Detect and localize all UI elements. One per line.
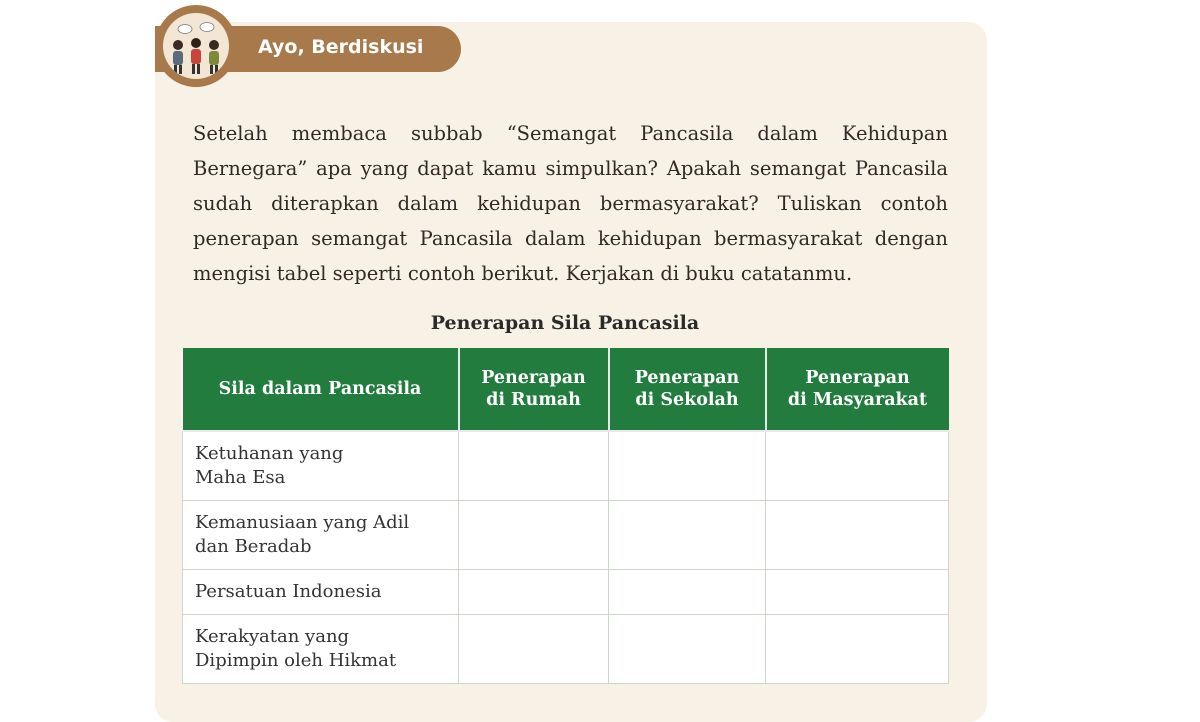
sekolah-cell xyxy=(609,431,766,501)
header-masyarakat: Penerapan di Masyarakat xyxy=(766,348,949,431)
header-rumah: Penerapan di Rumah xyxy=(459,348,609,431)
sila-cell: Kerakyatan yang Dipimpin oleh Hikmat xyxy=(183,615,459,684)
section-title: Ayo, Berdiskusi xyxy=(258,36,424,58)
masyarakat-cell xyxy=(766,570,949,615)
badge-circle xyxy=(155,5,237,87)
table-title: Penerapan Sila Pancasila xyxy=(430,312,700,334)
instruction-text: Setelah membaca subbab “Semangat Pancasila dalam Kehidupan Bernegara” apa yang dapat kamu simpulkan? Apakah semangat Pancasila sudah diterapkan dalam kehidupan bermasyarakat? Tuliskan contoh penerapan semangat Pancasila dalam kehidupan bermasyarakat dengan mengisi tabel seperti contoh berikut. Kerjakan di buku catatanmu. xyxy=(193,122,948,285)
rumah-cell xyxy=(459,501,609,570)
header-sekolah: Penerapan di Sekolah xyxy=(609,348,766,431)
discussion-people-icon xyxy=(163,13,229,79)
header-sila: Sila dalam Pancasila xyxy=(183,348,459,431)
sekolah-cell xyxy=(609,570,766,615)
table-row xyxy=(183,615,949,684)
masyarakat-cell xyxy=(766,431,949,501)
masyarakat-cell xyxy=(766,615,949,684)
table-row xyxy=(183,570,949,615)
table-row xyxy=(183,431,949,501)
sekolah-cell xyxy=(609,501,766,570)
table-row xyxy=(183,501,949,570)
pancasila-table xyxy=(182,348,949,684)
sila-cell: Ketuhanan yang Maha Esa xyxy=(183,431,459,501)
masyarakat-cell xyxy=(766,501,949,570)
sekolah-cell xyxy=(609,615,766,684)
rumah-cell xyxy=(459,615,609,684)
sila-cell: Kemanusiaan yang Adil dan Beradab xyxy=(183,501,459,570)
table-header-row xyxy=(183,348,949,431)
rumah-cell xyxy=(459,431,609,501)
sila-cell: Persatuan Indonesia xyxy=(183,570,459,615)
rumah-cell xyxy=(459,570,609,615)
